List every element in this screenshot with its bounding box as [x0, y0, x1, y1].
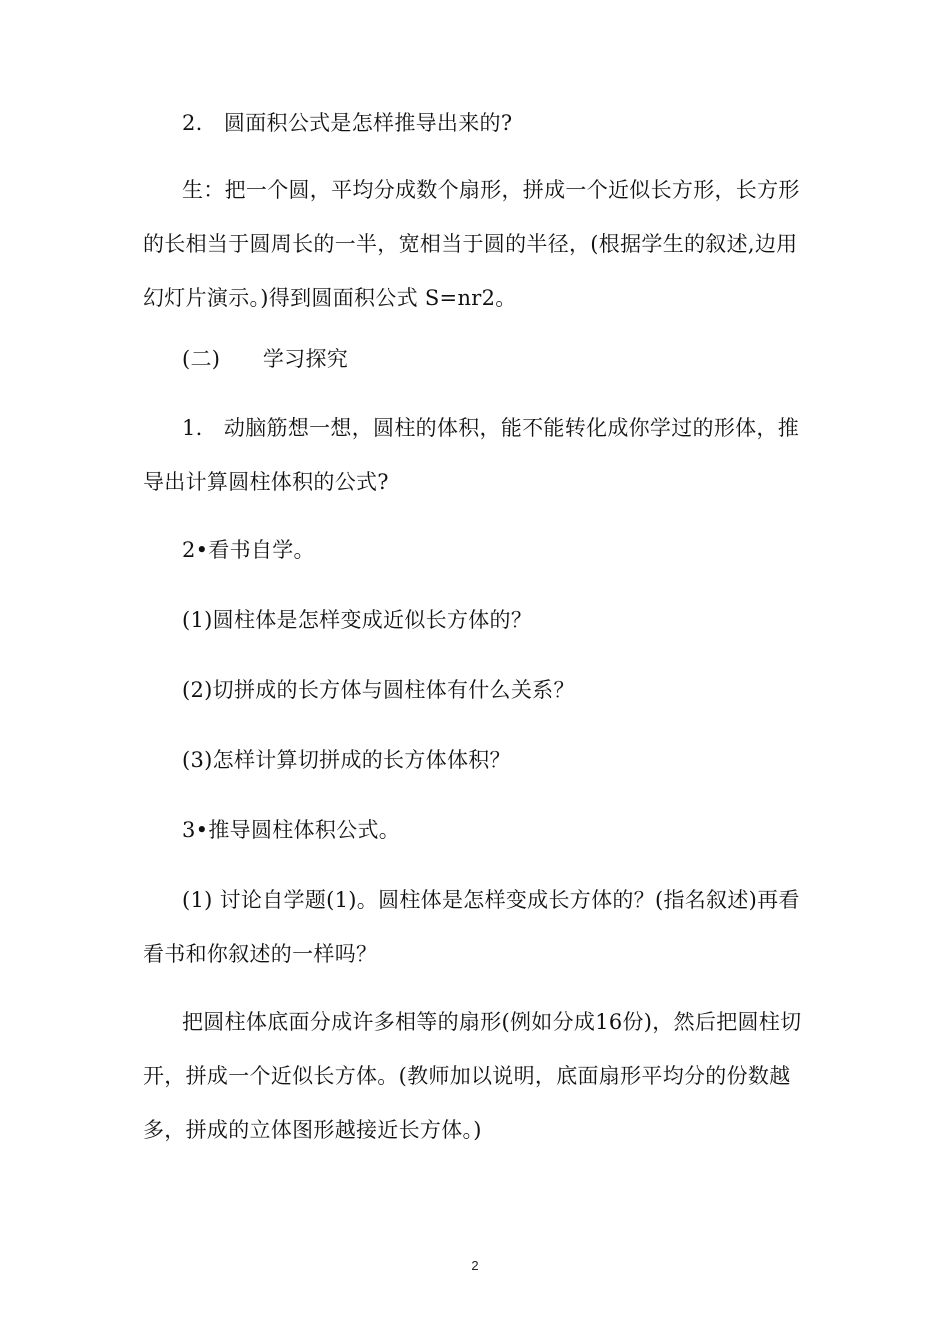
paragraph-explanation: 把圆柱体底面分成许多相等的扇形(例如分成16份)，然后把圆柱切开，拼成一个近似长方体。(教师加以说明，底面扇形平均分的份数越多，拼成的立体图形越接近长方体。)	[143, 1010, 802, 1142]
paragraph-student-answer: 生：把一个圆，平均分成数个扇形，拼成一个近似长方形，长方形的长相当于圆周长的一半，宽相当于圆的半径，(根据学生的叙述,边用幻灯片演示。)得到圆面积公式 S=nr2。	[143, 178, 800, 310]
page-number: 2	[471, 1258, 479, 1273]
section-heading-learning-explore: (二) 学习探究	[182, 347, 349, 371]
paragraph-question-2: 2. 圆面积公式是怎样推导出来的?	[182, 111, 513, 135]
paragraph-item-2: 2•看书自学。	[182, 538, 315, 562]
paragraph-subitem-1: (1)圆柱体是怎样变成近似长方体的？	[182, 608, 533, 632]
paragraph-subitem-3: (3)怎样计算切拼成的长方体体积？	[182, 748, 511, 772]
paragraph-item-1: 1. 动脑筋想一想，圆柱的体积，能不能转化成你学过的形体，推导出计算圆柱体积的公式?	[143, 416, 800, 494]
paragraph-discussion: (1) 讨论自学题(1)。圆柱体是怎样变成长方体的？(指名叙述)再看看书和你叙述的一样吗？	[143, 888, 800, 966]
paragraph-subitem-2: (2)切拼成的长方体与圆柱体有什么关系？	[182, 678, 575, 702]
paragraph-item-3: 3•推导圆柱体积公式。	[182, 818, 401, 842]
